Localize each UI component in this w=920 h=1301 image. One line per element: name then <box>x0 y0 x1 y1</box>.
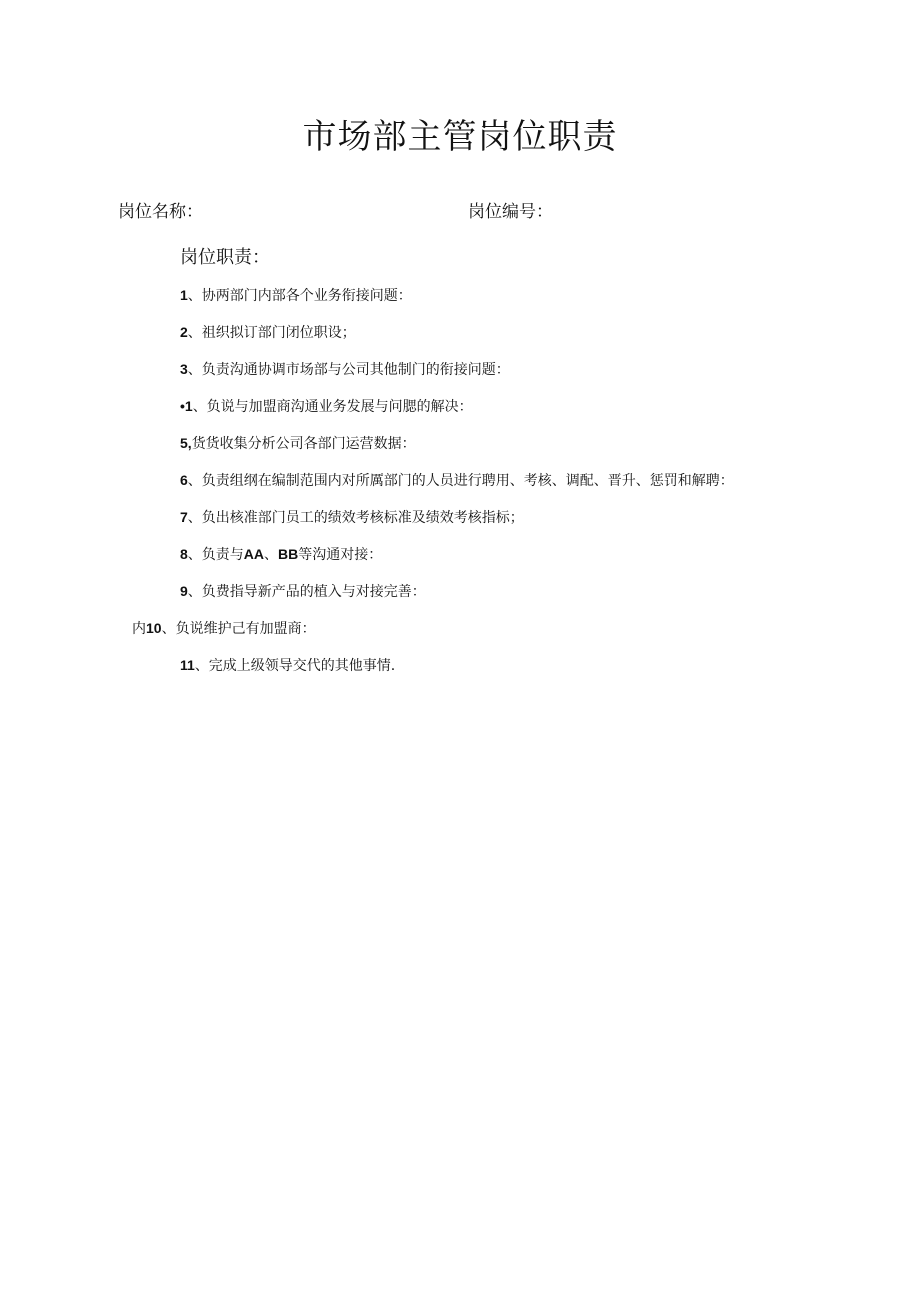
duty-item <box>0 319 920 356</box>
duty-item <box>0 615 920 652</box>
duty-text: 、负费指导新产品的植入与对接完善： <box>187 584 426 600</box>
duty-number: 6 <box>180 472 188 488</box>
duties-heading: 岗位职责： <box>180 247 270 268</box>
duty-item <box>0 356 920 393</box>
position-name-label: 岗位名称： <box>118 202 203 222</box>
duty-number: •1 <box>180 398 193 414</box>
duty-item <box>0 504 920 541</box>
duty-item <box>0 282 920 319</box>
duty-text: 、负责沟通协调市场部与公司其他制门的衔接问题： <box>187 362 510 378</box>
duty-number: 9 <box>180 583 188 599</box>
duty-number: 2 <box>180 324 188 340</box>
duty-number: 3 <box>180 361 188 377</box>
duty-prefix: 内 <box>132 621 146 637</box>
duty-text: 、协两部门内部各个业务衔接问题： <box>187 288 412 304</box>
duty-item <box>0 393 920 430</box>
duty-number: 10 <box>146 620 162 636</box>
page-title: 市场部主管岗位职责 <box>302 117 618 157</box>
duty-text: 、祖织拟订部门闭位职设； <box>187 325 356 341</box>
duty-item <box>0 652 920 689</box>
duty-number: 8 <box>180 546 188 562</box>
duty-number: 5, <box>180 435 192 451</box>
duty-number: 11 <box>180 657 195 673</box>
duty-item <box>0 467 920 504</box>
duties-list <box>0 282 920 689</box>
duty-text: 、负责组纲在编制范围内对所厲部门的人员进行聘用、考核、调配、晋升、惩罚和解聘： <box>187 473 734 489</box>
duty-text: 、完成上级领导交代的其他事情. <box>194 658 396 674</box>
duty-item <box>0 578 920 615</box>
duty-item <box>0 541 920 578</box>
duty-text: 、负说维护己有加盟商： <box>161 621 316 637</box>
duty-number: 1 <box>180 287 188 303</box>
duty-number: 7 <box>180 509 188 525</box>
meta-row <box>0 198 920 226</box>
duty-item <box>0 430 920 467</box>
duty-text: 货货收集分析公司各部门运营数据： <box>191 436 416 452</box>
duty-text: 、负说与加盟商沟通业务发展与问腮的解决： <box>192 399 473 415</box>
position-number-label: 岗位编号： <box>468 202 553 222</box>
duty-text: 、负出核准部门员工的绩效考核标准及绩效考核指标； <box>187 510 524 526</box>
duty-text: 、负责与AA、BB等沟通对接： <box>187 546 383 563</box>
